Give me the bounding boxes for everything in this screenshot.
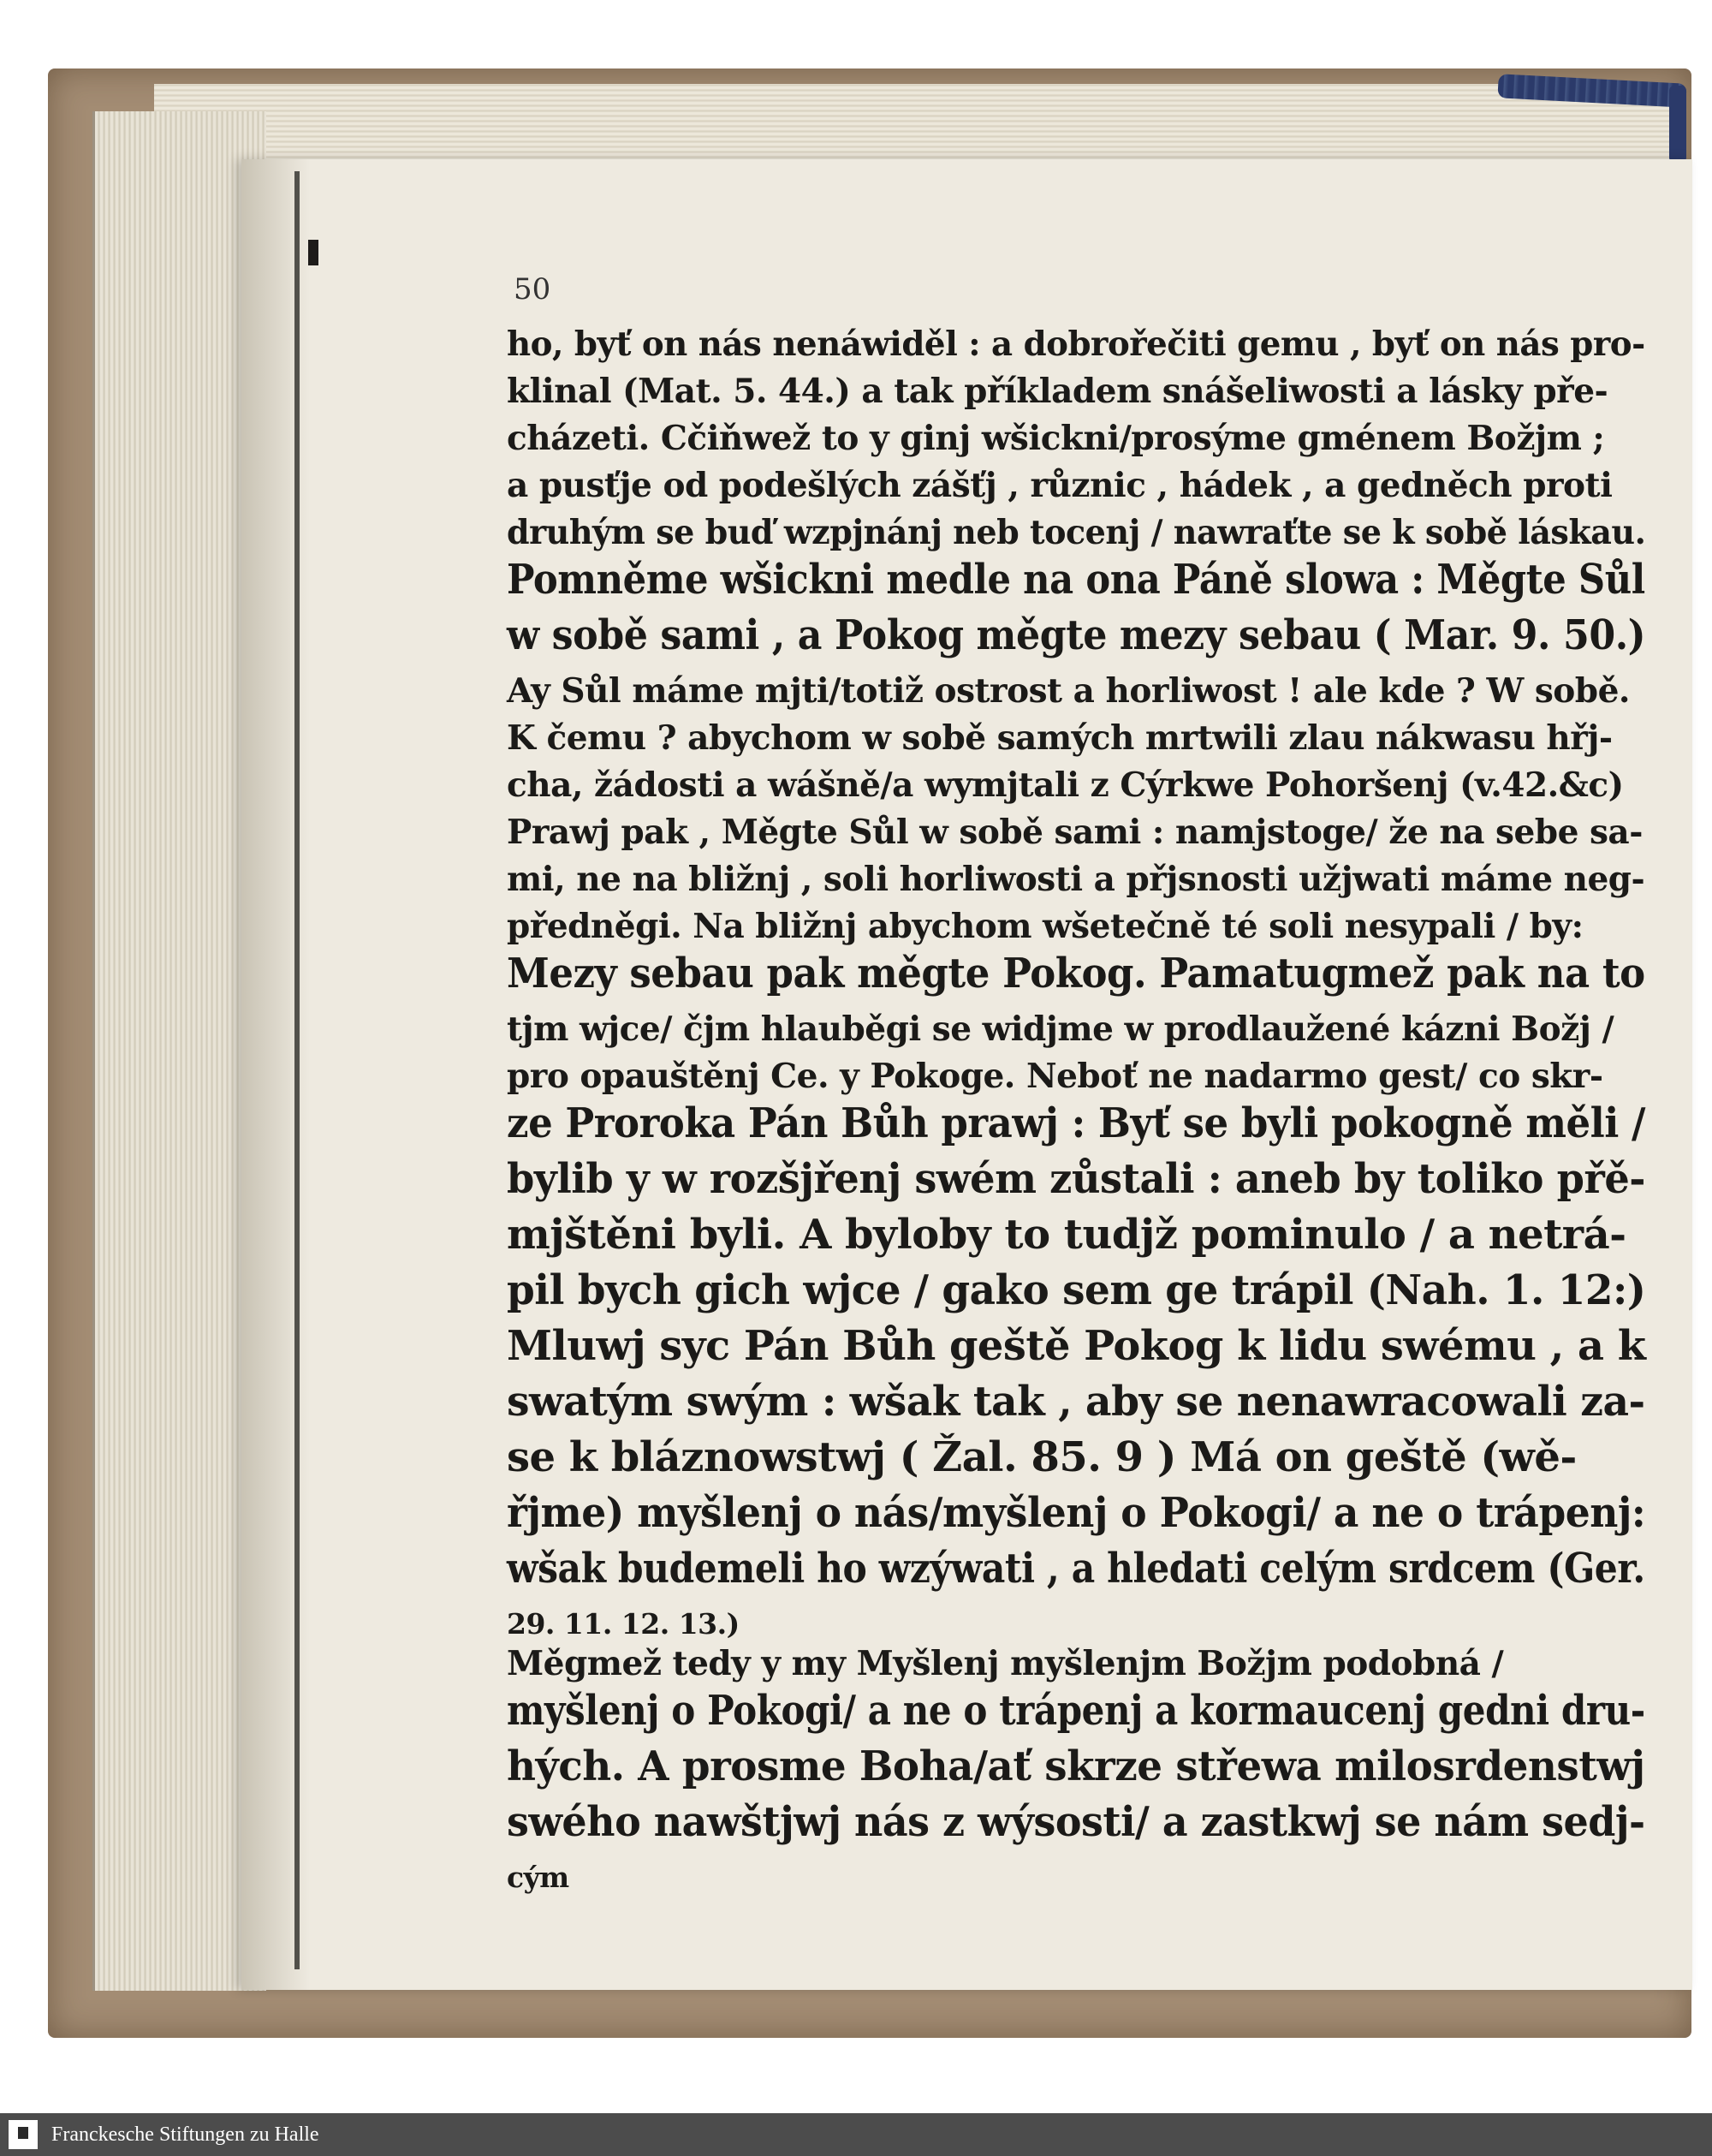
gutter-shadow-line [294, 171, 300, 1969]
text-line: tjm wjce/ čjm hlauběgi se widjme w prodlaužené kázni Božj / [507, 1010, 1614, 1049]
text-line: předněgi. Na bližnj abychom wšetečně té soli nesypali / by: [507, 907, 1584, 946]
text-line: mi, ne na bližnj , soli horliwosti a přjsnosti užjwati máme neg- [507, 860, 1645, 899]
text-line: druhým se buď wzpjnánj neb tocenj / nawraťte se k sobě láskau. [507, 513, 1646, 552]
text-line: wšak budemeli ho wzýwati , a hledati celým srdcem (Ger. [507, 1545, 1645, 1593]
text-line: Pomněme wšickni medle na ona Páně slowa : Měgte Sůl [507, 556, 1645, 604]
text-line: 29. 11. 12. 13.) [507, 1607, 740, 1641]
text-line: cým [507, 1861, 569, 1894]
bookmark-ribbon-tail [1669, 86, 1686, 163]
page-edges-top [154, 84, 1678, 161]
text-line: Mezy sebau pak měgte Pokog. Pamatugmež pak na to [507, 950, 1645, 998]
text-line: mjštěni byli. A byloby to tudjž pominulo / a netrá- [507, 1211, 1626, 1259]
text-line: myšlenj o Pokogi/ a ne o trápenj a kormaucenj gedni dru- [507, 1687, 1645, 1735]
footer-bar [0, 2113, 1712, 2156]
text-line: Prawj pak , Měgte Sůl w sobě sami : namjstoge/ že na sebe sa- [507, 813, 1643, 852]
text-line: swého nawštjwj nás z wýsosti/ a zastkwj se nám sedj- [507, 1798, 1645, 1846]
page-number: 50 [514, 272, 551, 307]
text-line: w sobě sami , a Pokog měgte mezy sebau ( Mar. 9. 50.) [507, 611, 1646, 659]
gutter-mark [308, 240, 318, 265]
text-line: Měgmež tedy y my Myšlenj myšlenjm Božjm podobná / [507, 1644, 1504, 1683]
text-line: se k bláznowstwj ( Žal. 85. 9 ) Má on geště (wě- [507, 1433, 1577, 1481]
text-line: bylib y w rozšjřenj swém zůstali : aneb by toliko přě- [507, 1155, 1645, 1203]
text-line: klinal (Mat. 5. 44.) a tak příkladem snášeliwosti a lásky pře- [507, 372, 1608, 411]
text-line: cha, žádosti a wášně/a wymjtali z Cýrkwe Pohoršenj (v.42.&c) [507, 765, 1624, 805]
text-line: řjme) myšlenj o nás/myšlenj o Pokogi/ a ne o trápenj: [507, 1489, 1646, 1537]
institution-logo-icon [9, 2120, 38, 2149]
text-line: pro opauštěnj Ce. y Pokoge. Neboť ne nadarmo gest/ co skr- [507, 1057, 1603, 1096]
page-edges-left [92, 111, 266, 1991]
footer-label: Franckesche Stiftungen zu Halle [51, 2123, 319, 2146]
text-line: ze Proroka Pán Bůh prawj : Byť se byli pokogně měli / [507, 1099, 1646, 1147]
text-line: cházeti. Cčiňwež to y ginj wšickni/prosýme gménem Božjm ; [507, 419, 1605, 458]
text-line: swatým swým : wšak tak , aby se nenawracowali za- [507, 1378, 1645, 1426]
text-line: hých. A prosme Boha/ať skrze střewa milosrdenstwj [507, 1742, 1645, 1790]
text-line: a pusťje od podešlých zášťj , různic , hádek , a gedněch proti [507, 466, 1613, 505]
text-line: K čemu ? abychom w sobě samých mrtwili zlau nákwasu hřj- [507, 718, 1613, 758]
text-line: ho, byť on nás nenáwiděl : a dobrořečiti gemu , byť on nás pro- [507, 325, 1645, 364]
text-line: Ay Sůl máme mjti/totiž ostrost a horliwost ! ale kde ? W sobě. [507, 671, 1630, 711]
page-gutter [241, 159, 310, 1990]
text-line: pil bych gich wjce / gako sem ge trápil (Nah. 1. 12:) [507, 1266, 1646, 1314]
text-line: Mluwj syc Pán Bůh geště Pokog k lidu swému , a k [507, 1322, 1646, 1370]
